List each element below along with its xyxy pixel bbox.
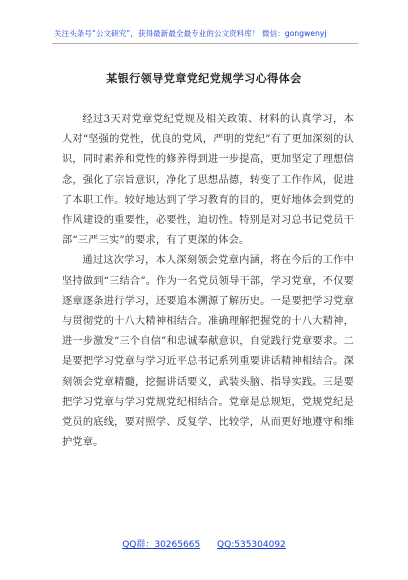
- header-divider: [52, 43, 358, 44]
- document-title: 某银行领导党章党纪党规学习心得体会: [106, 72, 302, 85]
- footer-qq-group-link[interactable]: QQ群：30265665: [122, 540, 201, 550]
- footer-contact: [0, 537, 408, 550]
- header-banner: 关注头条号“公文研究”，获得最新最全最专业的公文资料库！ 微信：gongwenyj: [54, 29, 327, 38]
- footer-qq-link[interactable]: QQ:535304092: [217, 540, 286, 550]
- paragraph-1: 经过3天对党章党纪党规及相关政策、材料的认真学习，本人对“坚强的党性，优良的党风，严明的党纪”有了更加深刻的认识，同时素养和党性的修养得到进一步提高，更加坚定了理想信念，强化了宗旨意识，净化了思想品德，转变了工作作风，促进了本职工作。较好地达到了学习教育的目的，更好地体会到党的作风建设的重要性，必要性，迫切性。特别是对习总书记党员干部“三严三实”的要求，有了更深的体会。: [62, 114, 354, 247]
- paragraph-2: 通过这次学习，本人深刻领会党章内涵，将在今后的工作中坚持做到“三结合”。作为一名党员领导干部，学习党章，不仅要逐章逐条进行学习，还要追本溯源了解历史。一是要把学习党章与贯彻党的十八大精神相结合。准确理解把握党的十八大精神，进一步激发“三个自信”和忠诚奉献意识，自觉践行党章要求。二是要把学习党章与学习近平总书记系列重要讲话精神相结合。深刻领会党章精髓，挖掘讲话要义，武装头脑、指导实践。三是要把学习党章与学习党规党纪相结合。党章是总规矩，党规党纪是党员的底线，要对照学、反复学、比较学，从而更好地遵守和维护党章。: [62, 255, 354, 449]
- document-body: [62, 110, 354, 453]
